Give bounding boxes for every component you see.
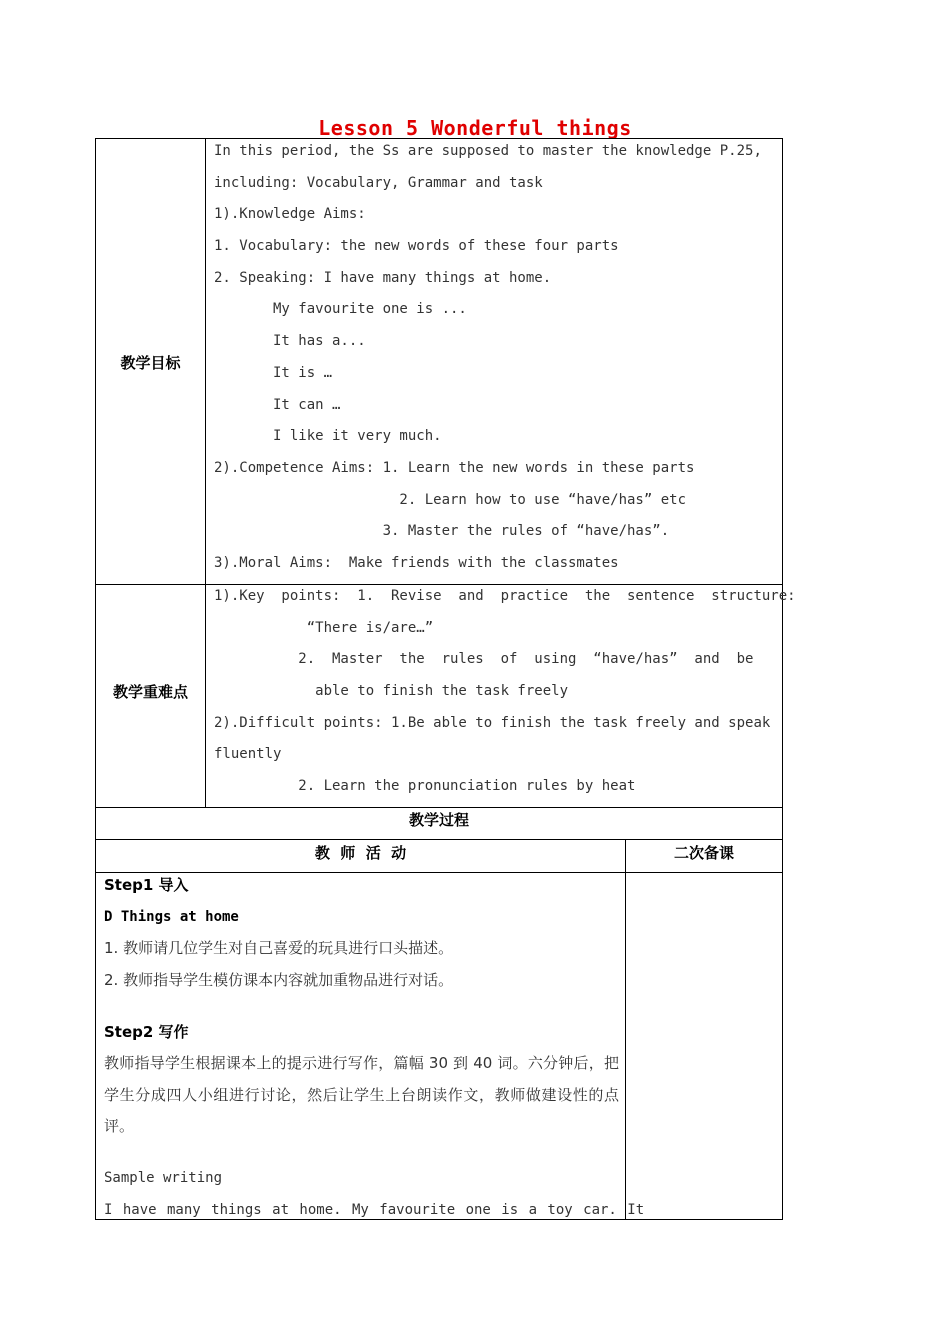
objectives-line: In this period, the Ss are supposed to master the knowledge P.25, [214, 143, 762, 159]
sample-text: I have many things at home. My favourite one is a toy car. It [104, 1201, 645, 1218]
step1-item: 2. 教师指导学生模仿课本内容就加重物品进行对话。 [104, 971, 454, 990]
objectives-line: 3).Moral Aims: Make friends with the classmates [214, 554, 619, 571]
step1-title: Step1 导入 [104, 876, 189, 894]
objectives-line: I like it very much. [214, 428, 442, 445]
objectives-line: 1. Vocabulary: the new words of these four parts [214, 238, 619, 255]
key-points-label: 教学重难点 [112, 683, 188, 701]
key-points-line: 2. Learn the pronunciation rules by heat [214, 778, 636, 795]
step1-subtitle: D Things at home [104, 908, 239, 925]
sample-title: Sample writing [104, 1169, 223, 1186]
objectives-line: It has a... [214, 333, 366, 350]
step1-item: 1. 教师请几位学生对自己喜爱的玩具进行口头描述。 [104, 939, 454, 958]
objectives-line: It is … [214, 364, 333, 381]
objectives-line: 2).Competence Aims: 1. Learn the new words in these parts [214, 459, 695, 476]
teacher-activity-header: 教 师 活 动 [314, 844, 407, 862]
objectives-line: 2. Learn how to use “have/has” etc [214, 491, 687, 508]
key-points-line: 2. Master the rules of using “have/has” and be [214, 651, 754, 668]
objectives-line: including: Vocabulary, Grammar and task [214, 174, 543, 191]
step2-title: Step2 写作 [104, 1022, 189, 1041]
process-header: 教学过程 [408, 811, 469, 829]
lesson-notes-header: 二次备课 [673, 844, 734, 862]
objectives-line: It can … [214, 396, 341, 413]
objectives-content [214, 136, 779, 580]
key-points-line: fluently [214, 746, 282, 763]
objectives-line: My favourite one is ... [214, 301, 467, 318]
row-divider [95, 807, 783, 808]
teacher-activities [104, 870, 645, 1226]
key-points-line: able to finish the task freely [214, 683, 569, 700]
key-points-content [214, 581, 796, 803]
key-points-line: “There is/are…” [214, 619, 434, 636]
key-points-line: 2).Difficult points: 1.Be able to finish the task freely and speak [214, 714, 771, 731]
notes-column-divider [625, 839, 626, 1220]
objectives-line: 3. Master the rules of “have/has”. [214, 523, 670, 540]
label-column-divider [205, 138, 206, 807]
key-points-line: 1).Key points: 1. Revise and practice the sentence structure: [214, 588, 796, 604]
page-title: Lesson 5 Wonderful things [318, 116, 632, 140]
objectives-line: 1).Knowledge Aims: [214, 206, 366, 223]
row-divider [95, 839, 783, 840]
objectives-label: 教学目标 [120, 354, 181, 372]
step2-text: 教师指导学生根据课本上的提示进行写作，篇幅 30 到 40 词。六分钟后，把学生分成四人小组进行讨论，然后让学生上台朗读作文，教师做建设性的点评。 [104, 1054, 619, 1136]
objectives-line: 2. Speaking: I have many things at home. [214, 269, 552, 286]
